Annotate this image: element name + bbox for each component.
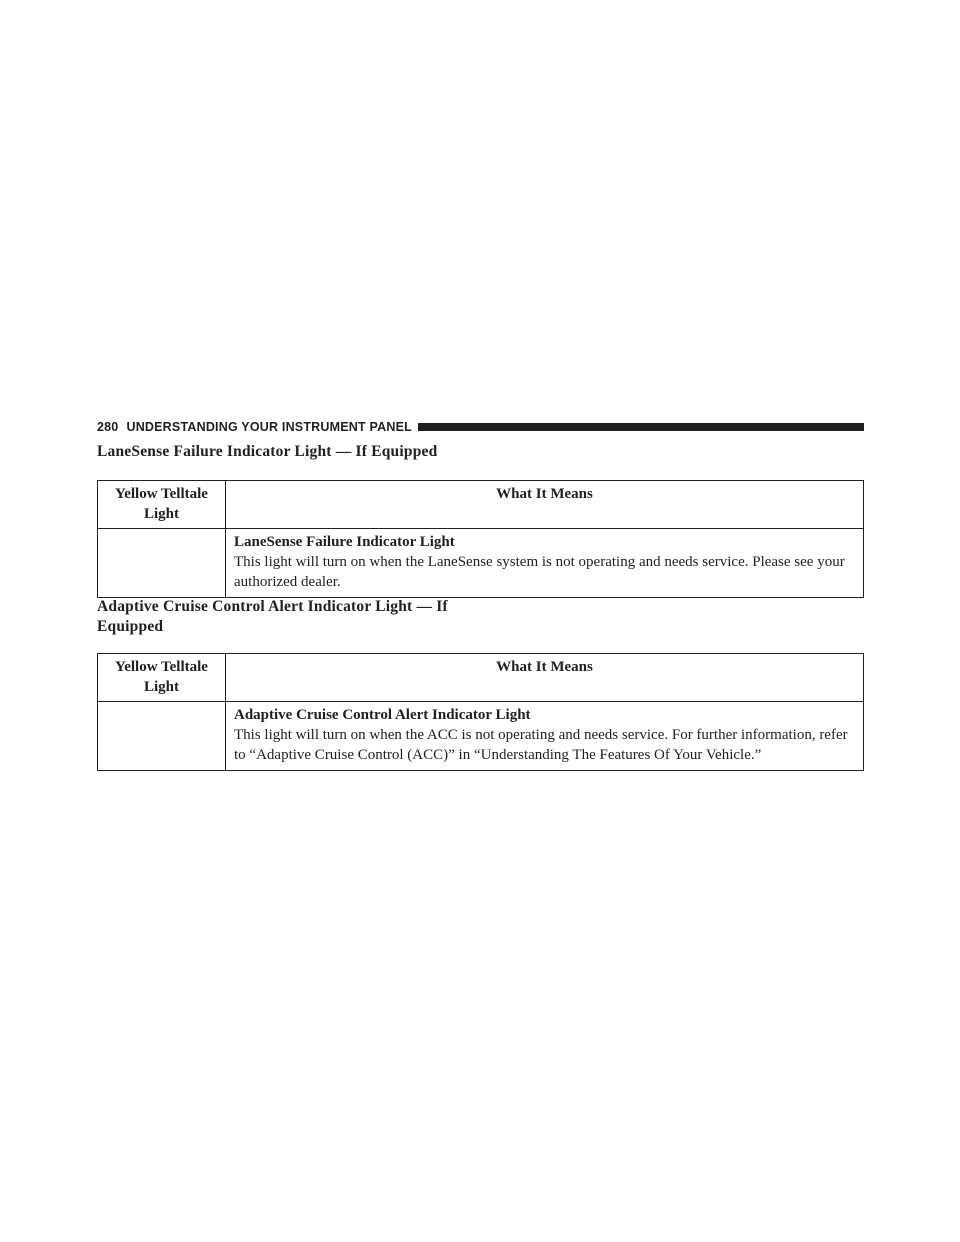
telltale-icon-cell bbox=[98, 702, 226, 771]
acc-heading: Adaptive Cruise Control Alert Indicator Light — If Equipped bbox=[97, 598, 448, 635]
indicator-title: Adaptive Cruise Control Alert Indicator Light bbox=[234, 707, 531, 723]
page-header bbox=[97, 418, 864, 436]
meaning-cell bbox=[226, 702, 864, 771]
table-row bbox=[98, 529, 864, 598]
table-header-row bbox=[98, 654, 864, 702]
column-header-telltale: Yellow Telltale Light bbox=[98, 481, 226, 529]
indicator-description: This light will turn on when the LaneSense system is not operating and needs service. Please see your authorized dealer. bbox=[234, 554, 845, 590]
table-header-row bbox=[98, 481, 864, 529]
telltale-icon-cell bbox=[98, 529, 226, 598]
column-header-meaning: What It Means bbox=[226, 654, 864, 702]
acc-table bbox=[97, 653, 864, 771]
page-number: 280 bbox=[97, 420, 119, 434]
section-title: UNDERSTANDING YOUR INSTRUMENT PANEL bbox=[126, 420, 412, 434]
meaning-cell bbox=[226, 529, 864, 598]
column-header-meaning: What It Means bbox=[226, 481, 864, 529]
indicator-description: This light will turn on when the ACC is not operating and needs service. For further information, refer to “Adaptive Cruise Control (ACC)” in “Understanding The Features Of Your Vehicle.” bbox=[234, 727, 848, 763]
indicator-title: LaneSense Failure Indicator Light bbox=[234, 534, 455, 550]
column-header-telltale: Yellow Telltale Light bbox=[98, 654, 226, 702]
lanesense-table bbox=[97, 480, 864, 598]
lanesense-heading: LaneSense Failure Indicator Light — If Equipped bbox=[97, 443, 438, 460]
header-rule bbox=[418, 423, 864, 431]
table-row bbox=[98, 702, 864, 771]
